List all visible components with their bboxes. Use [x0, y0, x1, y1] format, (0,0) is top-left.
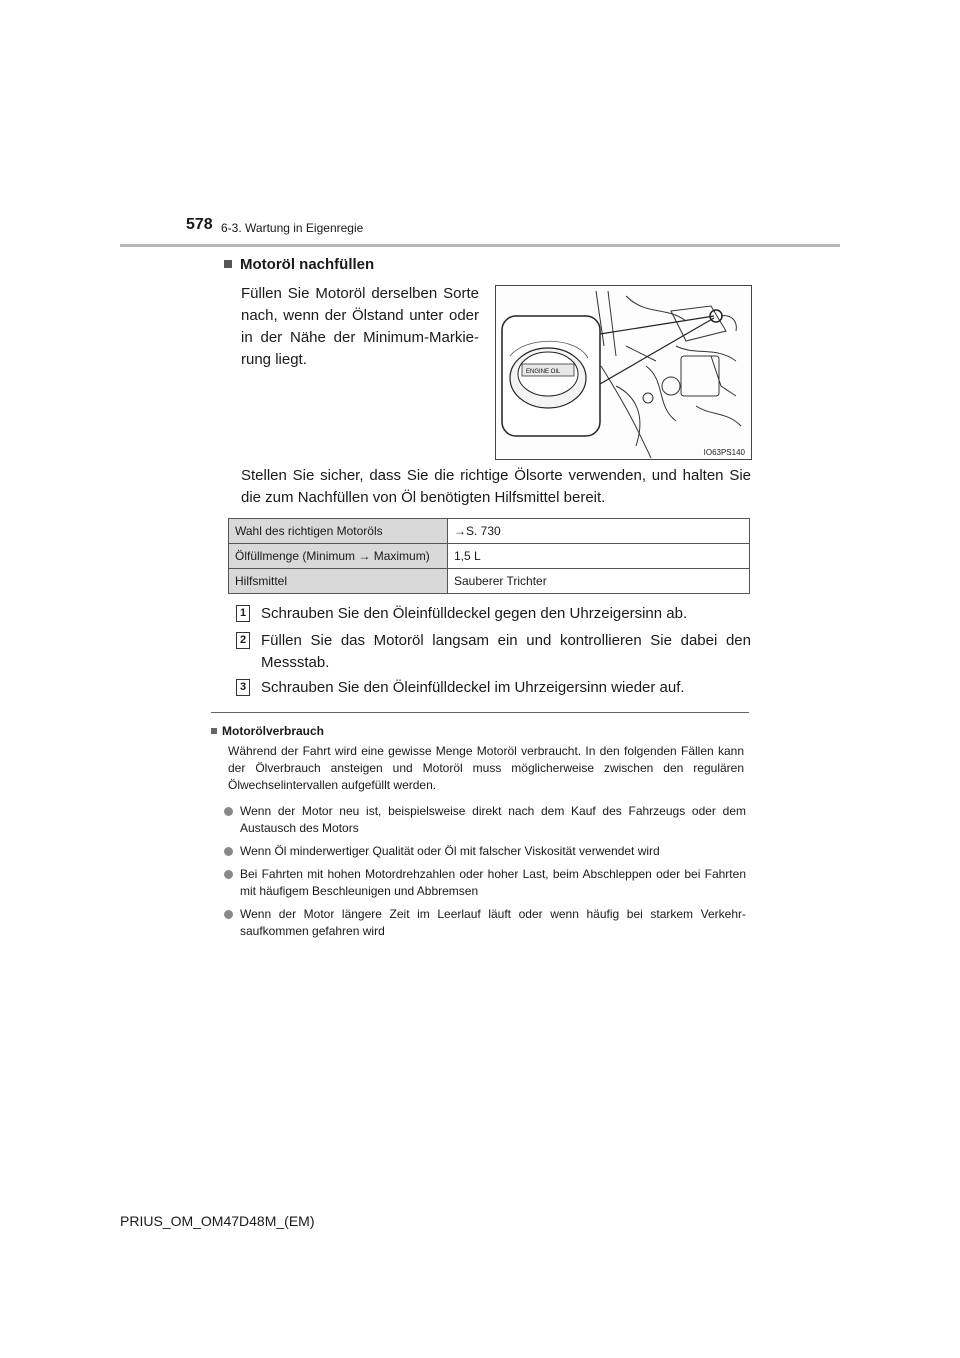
info-heading-text: Motorölverbrauch	[222, 724, 325, 738]
info-paragraph: Während der Fahrt wird eine gewisse Menge Motoröl verbraucht. In den folgenden Fällen kann der Ölverbrauch ansteigen und Motoröl muss möglicherweise zwischen den regulären Ölwechselintervallen aufgefüllt werden.	[228, 744, 744, 792]
list-item	[224, 906, 746, 940]
table-value: Sauberer Trichter	[448, 569, 750, 594]
table-key: Ölfüllmenge (Minimum → Maximum)	[229, 544, 448, 569]
step-number: 1	[236, 605, 250, 622]
step-text: Schrauben Sie den Öleinfülldeckel gegen den Uhrzeigersinn ab.	[261, 605, 688, 622]
step-2	[236, 630, 751, 674]
section-title: 6-3. Wartung in Eigenregie	[221, 221, 364, 235]
preparation-paragraph: Stellen Sie sicher, dass Sie die richtige Ölsorte verwenden, und halten Sie die zum Nachfüllen von Öl benötigten Hilfsmittel bereit.	[241, 467, 751, 506]
oil-spec-table	[228, 518, 750, 594]
table-key: Hilfsmittel	[229, 569, 448, 594]
bullet-dot-icon	[224, 807, 233, 816]
step-number: 2	[236, 632, 250, 649]
step-text: Füllen Sie das Motoröl langsam ein und kontrollieren Sie dabei den Messstab.	[261, 632, 751, 671]
table-row	[229, 519, 750, 544]
footer-document-code: PRIUS_OM_OM47D48M_(EM)	[120, 1213, 315, 1229]
table-key: Wahl des richtigen Motoröls	[229, 519, 448, 544]
list-item-text: Wenn der Motor neu ist, beispielsweise direkt nach dem Kauf des Fahrzeugs oder dem Austausch des Motors	[240, 804, 746, 835]
step-number: 3	[236, 679, 250, 696]
cap-label-text: ENGINE OIL	[526, 369, 561, 375]
bullet-dot-icon	[224, 910, 233, 919]
page-number: 578	[186, 216, 213, 233]
info-heading	[211, 724, 324, 738]
square-bullet-icon	[211, 728, 217, 734]
list-item	[224, 866, 746, 900]
divider	[211, 712, 749, 713]
table-value: →S. 730	[448, 519, 750, 544]
engine-bay-drawing	[496, 286, 751, 459]
step-text: Schrauben Sie den Öleinfülldeckel im Uhrzeigersinn wieder auf.	[261, 679, 685, 696]
table-row	[229, 544, 750, 569]
list-item	[224, 803, 746, 837]
section-heading-text: Motoröl nachfüllen	[240, 256, 375, 273]
header-rule	[120, 244, 840, 247]
figure-code: IO63PS140	[703, 448, 745, 457]
section-heading	[224, 256, 374, 273]
engine-oil-cap-illustration	[495, 285, 752, 460]
table-value: 1,5 L	[448, 544, 750, 569]
list-item-text: Bei Fahrten mit hohen Motordrehzahlen oder hoher Last, beim Abschleppen oder bei Fahrten mit häufigem Beschleunigen und Abbremsen	[240, 867, 746, 898]
list-item	[224, 843, 746, 860]
square-bullet-icon	[224, 260, 232, 268]
bullet-dot-icon	[224, 847, 233, 856]
step-1	[236, 603, 751, 625]
list-item-text: Wenn Öl minderwertiger Qualität oder Öl mit falscher Viskosität verwendet wird	[240, 844, 660, 858]
step-3	[236, 677, 751, 699]
table-row	[229, 569, 750, 594]
intro-paragraph: Füllen Sie Motoröl derselben Sorte nach, wenn der Ölstand unter oder in der Nähe der Minimum-Markie-rung liegt.	[241, 285, 479, 368]
bullet-dot-icon	[224, 870, 233, 879]
list-item-text: Wenn der Motor längere Zeit im Leerlauf läuft oder wenn häufig bei starkem Verkehr-saufkommen gefahren wird	[240, 907, 746, 938]
